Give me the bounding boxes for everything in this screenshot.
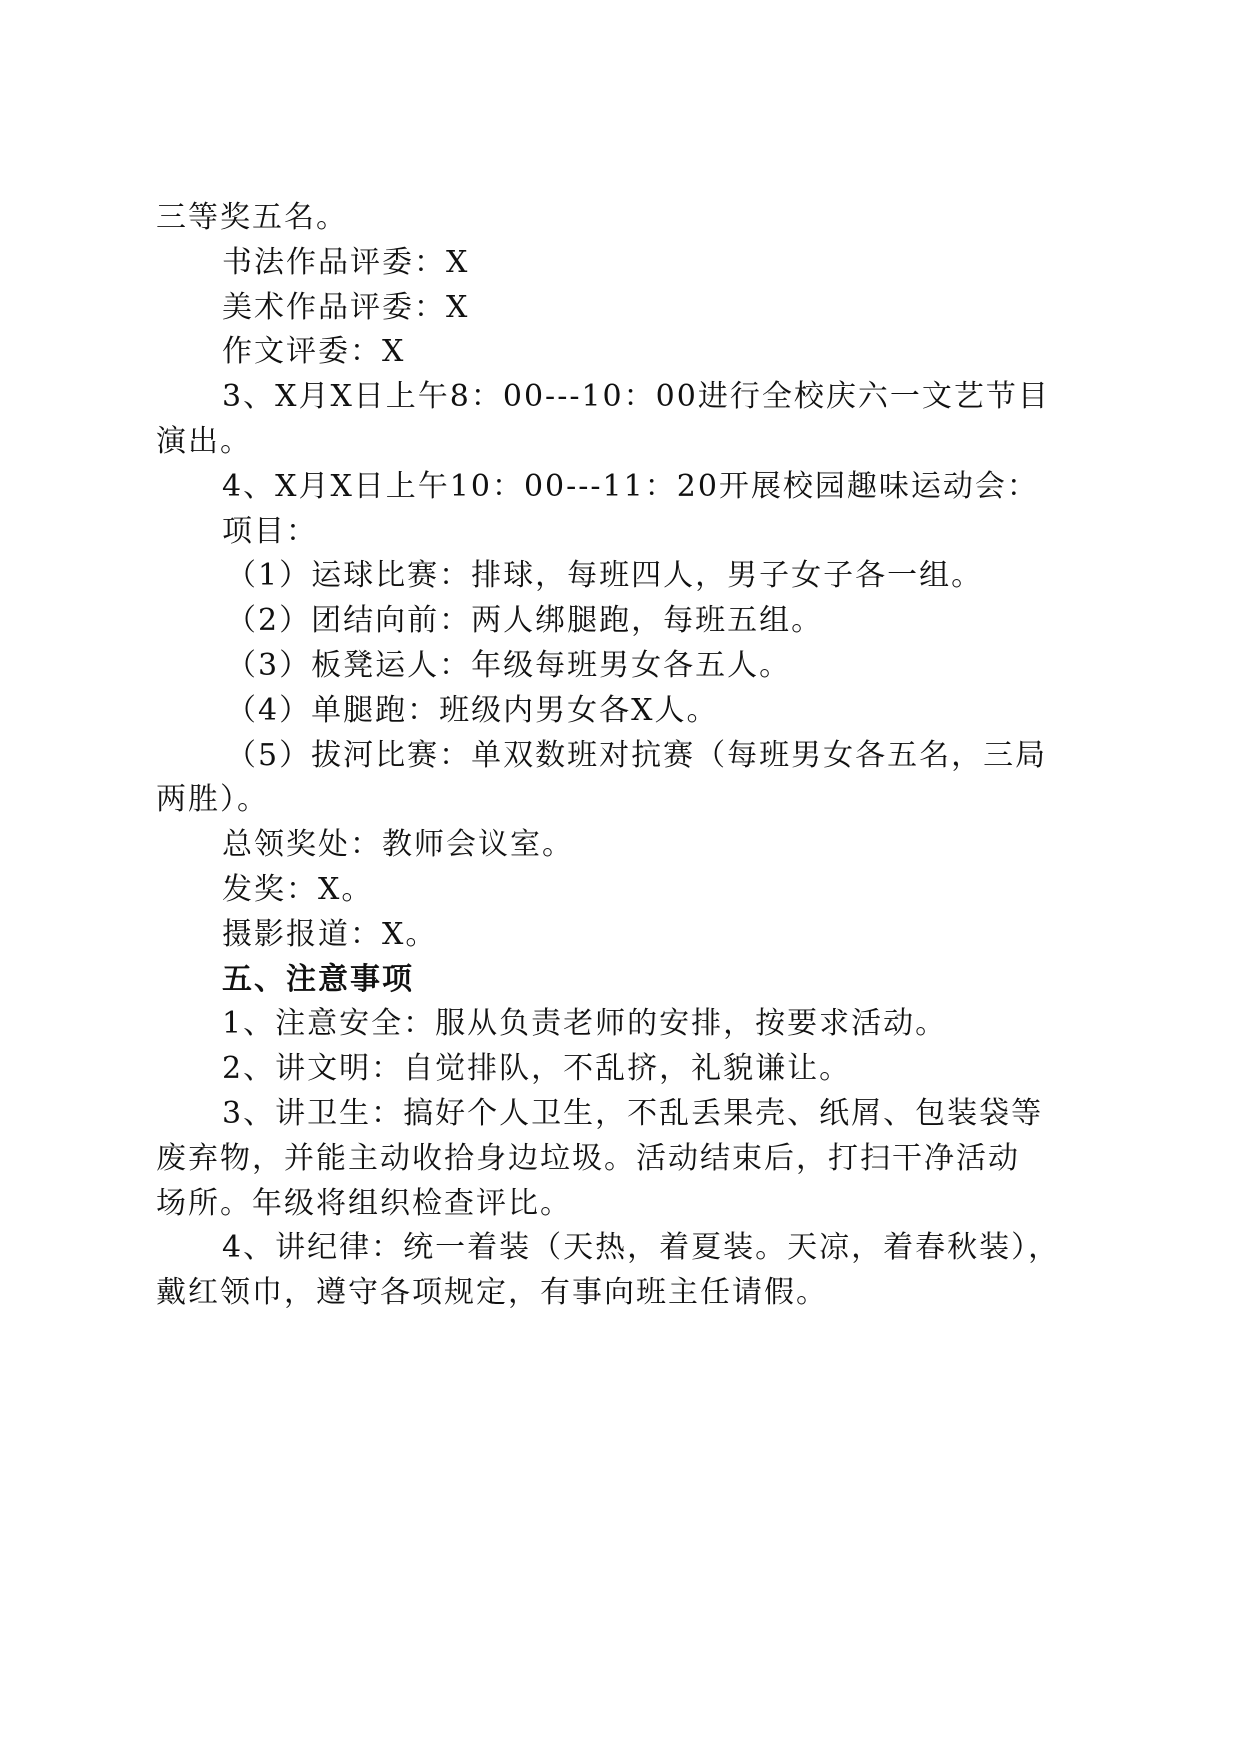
text-line: 摄影报道：X。 bbox=[222, 916, 438, 952]
list-item: （3）板凳运人：年级每班男女各五人。 bbox=[226, 647, 792, 683]
text-line: 4、X月X日上午10：00---11：20开展校园趣味运动会： bbox=[222, 468, 1039, 504]
text-line: 1、注意安全：服从负责老师的安排，按要求活动。 bbox=[222, 1006, 948, 1042]
text-line: 三等奖五名。 bbox=[156, 200, 348, 235]
text-line: 项目： bbox=[222, 513, 318, 549]
list-item: （2）团结向前：两人绑腿跑，每班五组。 bbox=[226, 603, 824, 639]
text-line: 废弃物，并能主动收拾身边垃圾。活动结束后，打扫干净活动 bbox=[156, 1140, 1020, 1176]
document-body bbox=[156, 196, 1084, 1316]
text-line: 美术作品评委：X bbox=[222, 289, 470, 325]
text-line: 总领奖处：教师会议室。 bbox=[222, 827, 574, 863]
text-line: 3、X月X日上午8：00---10：00进行全校庆六一文艺节目 bbox=[222, 379, 1050, 415]
text-line: 2、讲文明：自觉排队，不乱挤，礼貌谦让。 bbox=[222, 1051, 852, 1087]
text-line: 两胜）。 bbox=[156, 782, 269, 818]
text-line: 发奖：X。 bbox=[222, 871, 374, 907]
text-line: 书法作品评委：X bbox=[222, 244, 470, 280]
text-line: 场所。年级将组织检查评比。 bbox=[156, 1185, 572, 1221]
text-line: 戴红领巾，遵守各项规定，有事向班主任请假。 bbox=[156, 1275, 828, 1311]
list-item: （4）单腿跑：班级内男女各X人。 bbox=[226, 692, 719, 728]
section-heading: 五、注意事项 bbox=[222, 961, 414, 997]
list-item: （1）运球比赛：排球，每班四人，男子女子各一组。 bbox=[226, 558, 984, 594]
text-line: 演出。 bbox=[156, 423, 252, 459]
text-line: 作文评委：X bbox=[222, 334, 406, 370]
list-item: （5）拔河比赛：单双数班对抗赛（每班男女各五名，三局 bbox=[226, 737, 1048, 773]
text-line: 3、讲卫生：搞好个人卫生，不乱丢果壳、纸屑、包装袋等 bbox=[222, 1095, 1044, 1131]
text-line: 4、讲纪律：统一着装（天热，着夏装。天凉，着春秋装）， bbox=[222, 1230, 1061, 1266]
